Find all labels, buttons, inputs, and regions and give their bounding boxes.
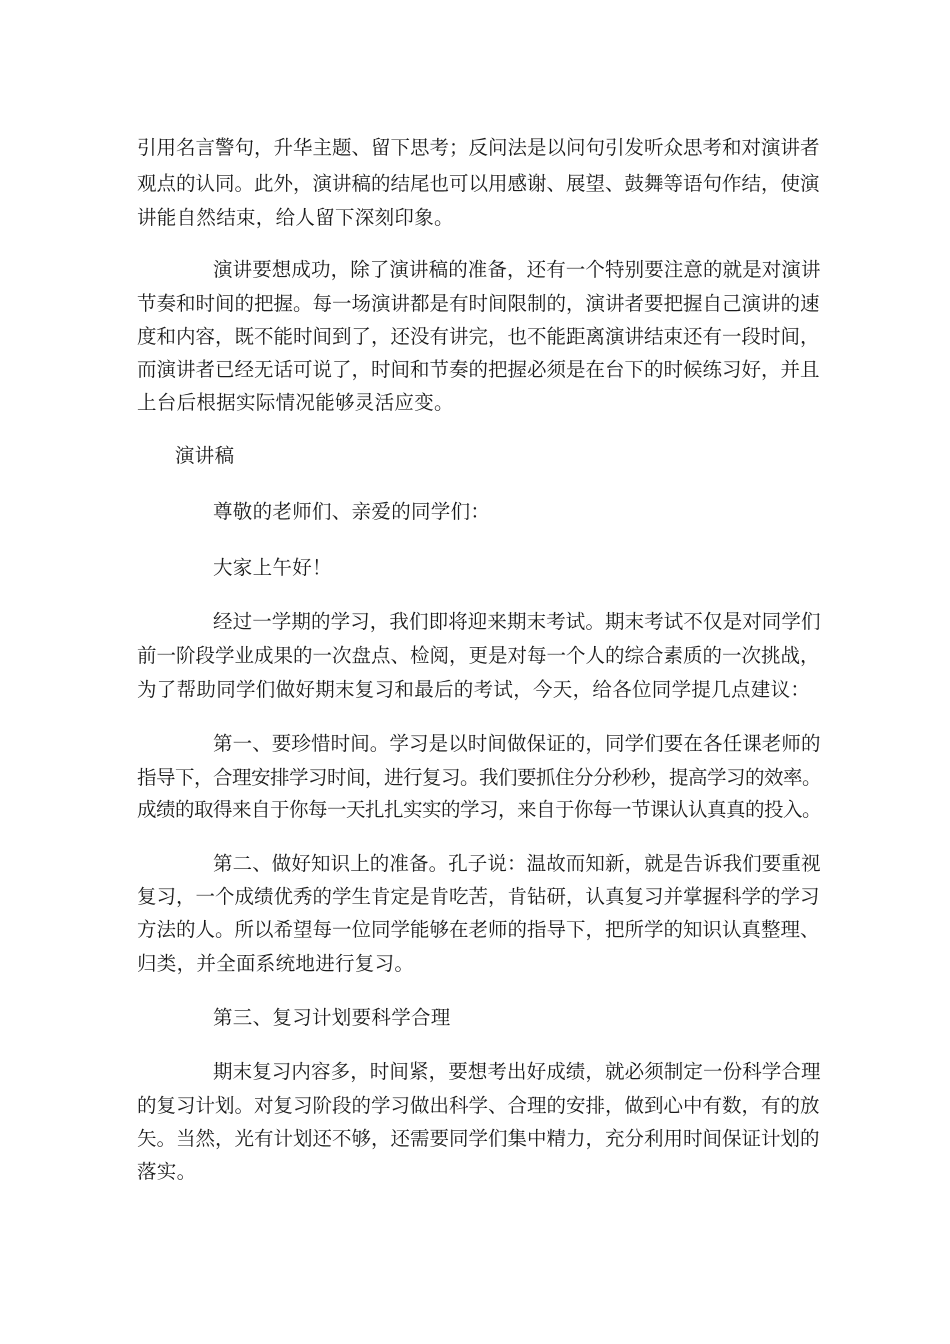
text-line: 期末复习内容多，时间紧，要想考出好成绩，就必须制定一份科学合理	[213, 1060, 821, 1083]
section-title: 演讲稿	[175, 444, 235, 467]
text-line: 落实。	[137, 1160, 197, 1183]
greeting: 大家上午好！	[213, 556, 332, 579]
text-line: 前一阶段学业成果的一次盘点、检阅，更是对每一个人的综合素质的一次挑战，	[137, 644, 820, 667]
text-line: 矢。当然，光有计划还不够，还需要同学们集中精力，充分利用时间保证计划的	[137, 1127, 820, 1150]
text-line: 复习，一个成绩优秀的学生肯定是肯吃苦，肯钻研，认真复习并掌握科学的学习	[137, 885, 820, 908]
text-line: 演讲要想成功，除了演讲稿的准备，还有一个特别要注意的就是对演讲	[213, 258, 821, 281]
text-line: 度和内容，既不能时间到了，还没有讲完，也不能距离演讲结束还有一段时间，	[137, 325, 820, 348]
text-line: 经过一学期的学习，我们即将迎来期末考试。期末考试不仅是对同学们	[213, 610, 821, 633]
text-line: 而演讲者已经无话可说了，时间和节奏的把握必须是在台下的时候练习好，并且	[137, 358, 820, 381]
text-line: 的复习计划。对复习阶段的学习做出科学、合理的安排，做到心中有数，有的放	[137, 1094, 820, 1117]
text-line: 第二、做好知识上的准备。孔子说：温故而知新，就是告诉我们要重视	[213, 852, 821, 875]
text-line: 为了帮助同学们做好期末复习和最后的考试，今天，给各位同学提几点建议：	[137, 678, 811, 701]
text-line: 引用名言警句，升华主题、留下思考；反问法是以问句引发听众思考和对演讲者	[137, 136, 820, 159]
text-line: 指导下，合理安排学习时间，进行复习。我们要抓住分分秒秒，提高学习的效率。	[137, 766, 822, 789]
text-line: 节奏和时间的把握。每一场演讲都是有时间限制的，演讲者要把握自己演讲的速	[137, 292, 820, 315]
text-line: 归类，并全面系统地进行复习。	[137, 952, 415, 975]
text-line: 成绩的取得来自于你每一天扎扎实实的学习，来自于你每一节课认认真真的投入。	[137, 798, 822, 821]
text-line: 讲能自然结束，给人留下深刻印象。	[137, 206, 454, 229]
salutation: 尊敬的老师们、亲爱的同学们：	[213, 500, 491, 523]
text-line: 第一、要珍惜时间。学习是以时间做保证的，同学们要在各任课老师的	[213, 732, 821, 755]
text-line: 观点的认同。此外，演讲稿的结尾也可以用感谢、展望、鼓舞等语句作结，使演	[137, 172, 820, 195]
section-heading: 第三、复习计划要科学合理	[213, 1006, 451, 1029]
text-line: 上台后根据实际情况能够灵活应变。	[137, 391, 454, 414]
text-line: 方法的人。所以希望每一位同学能够在老师的指导下，把所学的知识认真整理、	[137, 918, 820, 941]
